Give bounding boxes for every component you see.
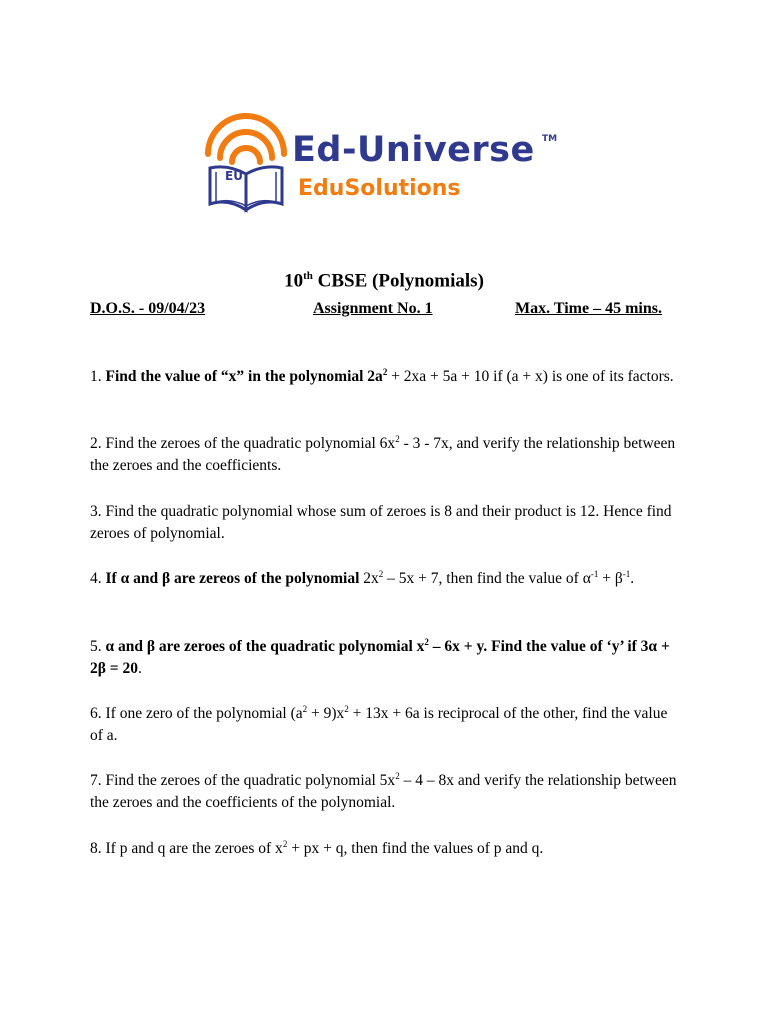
q4-text-b: If α and β are zereos of the polynomial [105, 570, 360, 587]
q4-sup-2: -1 [590, 568, 599, 579]
logo-initials: EU [225, 169, 243, 183]
q6-sup-2: 2 [344, 703, 349, 714]
q1-text-a: 1. [90, 368, 106, 385]
q5-text-a: 5. [90, 638, 106, 655]
q5-text-e: . [138, 660, 142, 677]
q8-text-c: + px + q, then find the values of p and q. [287, 840, 544, 857]
q6-text-a: 6. If one zero of the polynomial (a [90, 705, 303, 722]
q7-text-c: – 4 – 8x and verify the relationship between the zeroes and the coefficients of the polynomial. [90, 772, 677, 811]
max-time: Max. Time – 45 mins. [515, 300, 662, 317]
q7-text-a: 7. Find the zeroes of the quadratic polynomial 5x [90, 772, 396, 789]
q4-text-e: – 5x + 7, then find the value of α [383, 570, 591, 587]
q2-text-c: - 3 - 7x, and verify the relationship between the zeroes and the coefficients. [90, 435, 676, 474]
wifi-book-icon [196, 112, 296, 222]
question-6 [90, 703, 680, 747]
q4-text-i: . [630, 570, 635, 587]
q8-sup: 2 [282, 838, 288, 849]
question-3 [90, 501, 680, 545]
q8-text-a: 8. If p and q are the zeroes of x [90, 840, 283, 857]
brand-tagline: EduSolutions [298, 176, 461, 201]
q5-sup: 2 [424, 636, 429, 647]
q1-text-d: + 2xa + 5a + 10 if (a + x) is one of its factors. [387, 368, 674, 385]
title-rest: CBSE (Polynomials) [317, 270, 484, 292]
date-of-submission: D.O.S. - 09/04/23 [90, 300, 206, 317]
q4-sup-1: 2 [378, 568, 384, 579]
q5-text-b: α and β are zeroes of the quadratic polynomial x [105, 638, 425, 655]
question-8 [90, 838, 680, 860]
q6-sup-1: 2 [302, 703, 308, 714]
q4-text-a: 4. [90, 570, 106, 587]
question-2 [90, 433, 680, 477]
question-7 [90, 770, 680, 814]
q6-text-e: + 13x + 6a is reciprocal of the other, find the value of a. [90, 705, 668, 744]
q5-text-d: – 6x + y. Find the value of ‘y’ if 3α + 2β = 20 [90, 638, 670, 677]
question-1 [90, 366, 680, 388]
q4-sup-3: -1 [622, 568, 631, 579]
trademark-mark: TM [542, 134, 558, 144]
ed-universe-logo [196, 112, 566, 232]
q4-text-c: 2x [359, 570, 379, 587]
assignment-number: Assignment No. 1 [313, 300, 433, 317]
question-4 [90, 568, 680, 590]
title-grade: 10 [284, 270, 304, 292]
page-title [0, 270, 768, 292]
title-grade-suffix: th [303, 270, 313, 282]
q6-text-c: + 9)x [307, 705, 345, 722]
q7-sup: 2 [395, 770, 400, 781]
q1-text-b: Find the value of “x” in the polynomial 2a [105, 368, 383, 385]
q1-sup: 2 [382, 366, 388, 377]
q4-text-g: + β [598, 570, 623, 587]
question-5 [90, 636, 680, 680]
q3-text-a: 3. Find the quadratic polynomial whose sum of zeroes is 8 and their product is 12. Hence find zeroes of polynomial. [90, 503, 672, 542]
q2-sup: 2 [395, 433, 400, 444]
q2-text-a: 2. Find the zeroes of the quadratic polynomial 6x [90, 435, 396, 452]
brand-name: Ed-Universe [292, 130, 535, 170]
